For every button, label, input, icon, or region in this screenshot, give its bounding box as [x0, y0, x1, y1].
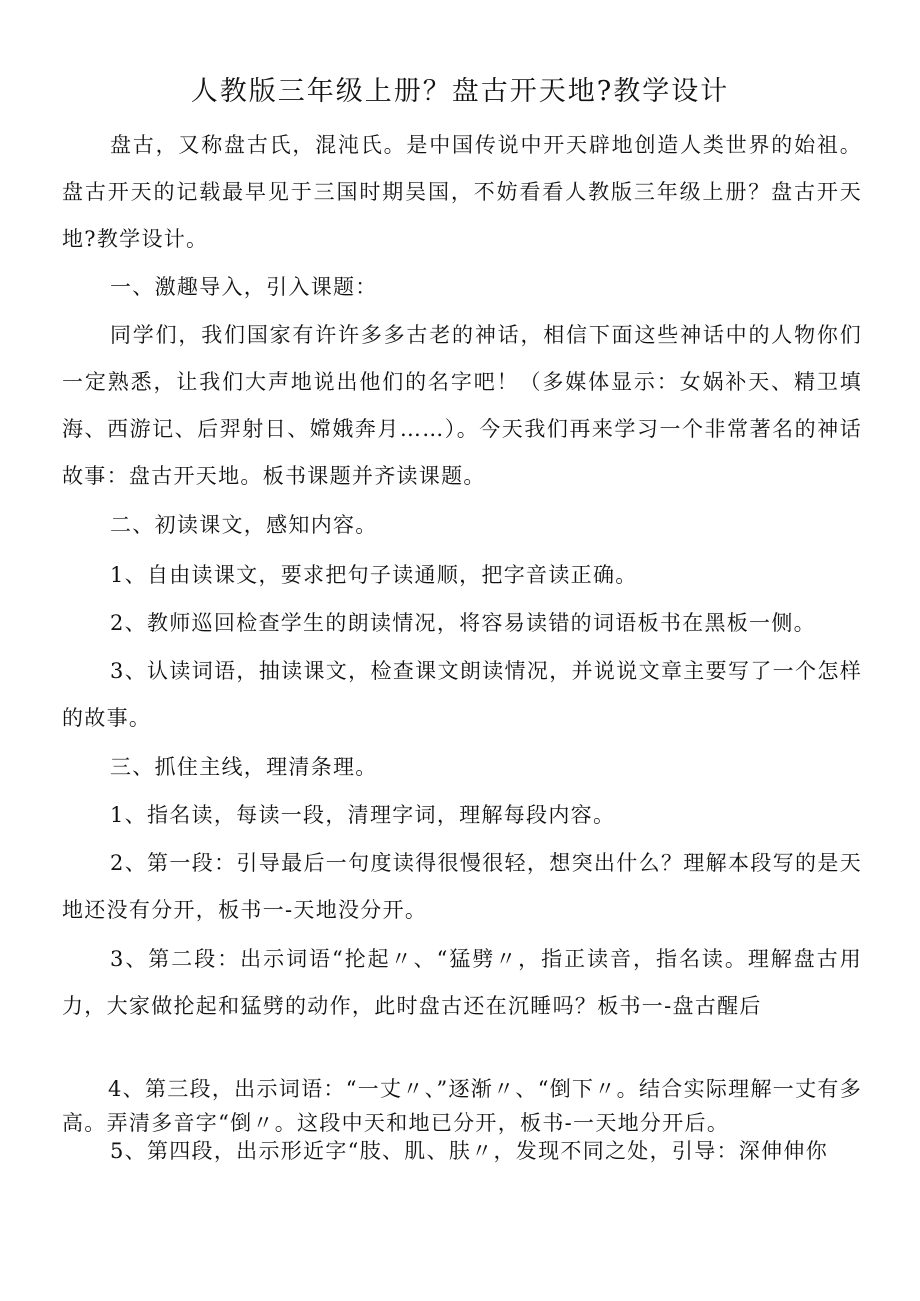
section-heading-3: 三、抓住主线，理清条理。	[110, 755, 378, 779]
list-item: 1、指名读，每读一段，清理字词，理解每段内容。	[110, 803, 616, 827]
list-item: 3、第二段：出示词语“抡起〃、“猛劈〃，指正读音，指名读。理解盘古用力，大家做抡起和猛劈的动作，此时盘古还在沉睡吗？板书一-盘古醒后	[62, 947, 862, 1018]
section-heading-1: 一、激趣导入，引入课题：	[110, 275, 378, 299]
list-item: 2、第一段：引导最后一句度读得很慢很轻，想突出什么？理解本段写的是天地还没有分开，板书一-天地没分开。	[62, 851, 862, 922]
list-item: 4、第三段，出示词语：“一丈〃、”逐渐〃、“倒下〃。结合实际理解一丈有多高。弄清多音字“倒〃。这段中天和地已分开，板书-一天地分开后。	[62, 1077, 862, 1135]
list-item: 1、自由读课文，要求把句子读通顺，把字音读正确。	[110, 563, 638, 587]
list-item: 3、认读词语，抽读课文，检查课文朗读情况，并说说文章主要写了一个怎样的故事。	[62, 659, 862, 730]
document-title: 人教版三年级上册？盘古开天地?教学设计	[190, 76, 730, 107]
paragraph-intro: 盘古，又称盘古氏，混沌氏。是中国传说中开天辟地创造人类世界的始祖。盘古开天的记载最早见于三国时期吴国，不妨看看人教版三年级上册？盘古开天地?教学设计。	[62, 133, 862, 251]
list-item: 2、教师巡回检查学生的朗读情况，将容易读错的词语板书在黑板一侧。	[110, 611, 816, 635]
paragraph-lead-in: 同学们，我们国家有许许多多古老的神话，相信下面这些神话中的人物你们一定熟悉，让我们大声地说出他们的名字吧！（多媒体显示：女娲补天、精卫填海、西游记、后羿射日、嫦娥奔月……）。今天我们再来学习一个非常著名的神话故事：盘古开天地。板书课题并齐读课题。	[62, 323, 862, 488]
list-item: 5、第四段，出示形近字“肢、肌、肤〃，发现不同之处，引导：深伸伸你	[110, 1139, 828, 1163]
section-heading-2: 二、初读课文，感知内容。	[110, 513, 378, 537]
